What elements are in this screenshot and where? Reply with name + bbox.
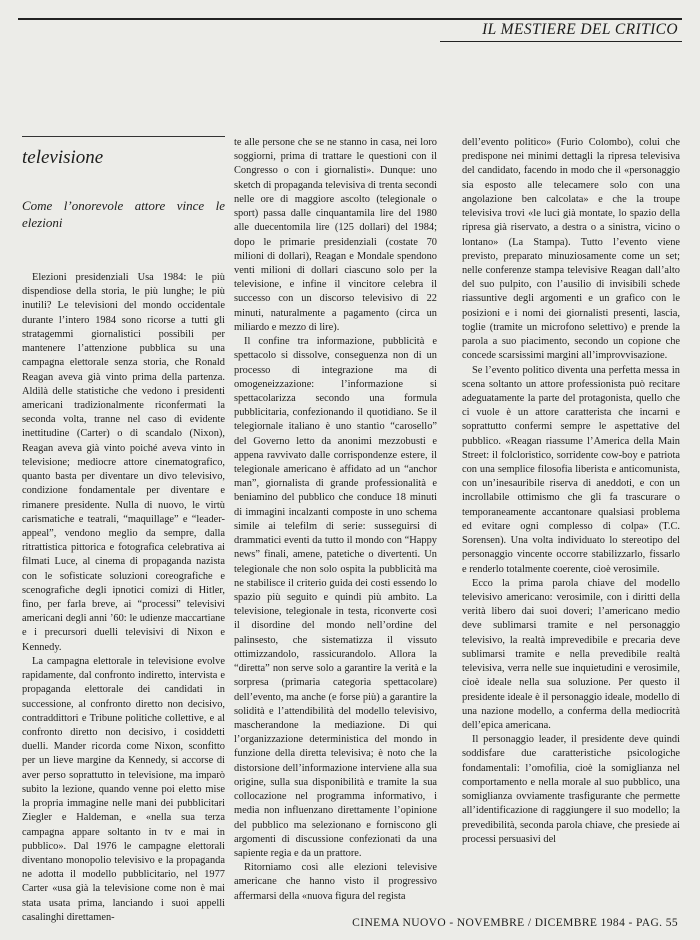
section-title: televisione bbox=[22, 147, 104, 168]
paragraph: Ritorniamo così alle elezioni televisive americane che hanno visto il progressivo affermarsi della «nuova figura del regista bbox=[234, 862, 437, 902]
paragraph: La campagna elettorale in televisione evolve rapidamente, dal confronto indiretto, intervista e propaganda elettorale dei candidati in successione, al confronto diretto non decisivo, contraddittori e Tribune politiche collettive, e al confronto diretto non decisivo, i cosiddetti duelli. Mander ricorda come Nixon, sconfitto per un lieve margine da Kennedy, si accorse di aver perso soprattutto in televisione, ma imparò subito la lezione, quando venne poi eletto mise la propria immagine nelle mani dei pubblicitari Ziegler e Haldeman, e «nella sua terza campagna appare soltanto in tv e mai in pubblico». Dal 1976 le campagne elettorali diventano monopolio televisivo e la propaganda ne adotta il modello pubblicitario, nel 1977 Carter «usa già la televisione come non è mai stata usata prima, lanciando i suoi appelli casalinghi direttamen- bbox=[22, 655, 225, 923]
header-underline bbox=[440, 41, 682, 42]
header-rule bbox=[18, 18, 682, 20]
column-2 bbox=[234, 136, 437, 904]
paragraph: Il confine tra informazione, pubblicità e spettacolo si dissolve, conseguenza non di un processo di integrazione ma di omogeneizzazione: l’informazione si spettacolarizza secondo una formula pubblicitaria, confezionando il quotidiano. Se il telegiornale italiano è uno stantìo “carosello” del Governo letto da anonimi mezzobusti e appena ravvivato dalle corrispondenze estere, il telegionale americano è affidato ad un “anchor man”, giornalista di grande professionalità e beniamino del pubblico che conduce 18 minuti di immagini incalzanti composte in uno schema simile ai telefilm di serie: susseguirsi di drammatici eventi da tutto il mondo con “Happy news” finali, amene, patetiche o divertenti. Un telegionale che non solo ospita la pubblicità ma ne stabilisce il criterio guida dei costi essendo lo spazio più seguito e quindi più ambito. La televisione, telegionale in testa, riconverte così il disordine del mondo nell’ordine del palinsesto, che sistematizza il vissuto ottimizzandolo, rassicurandolo. Allora la “diretta” non serve solo a garantire la verità e la sorpresa (primaria categoria spettacolare) dell’evento, ma anche (e forse più) a garantire la solidità e l’attendibilità del modello televisivo, mascherandone la mediazione. Di qui l’organizzazione deterministica del mondo in funzione della diretta televisiva; è noto che la distorsione dell’informazione interviene alla sua origine, sulla sua disponibilità e tramite la sua collocazione nel programma informativo, i media non influenzano direttamente l’opinione del pubblico ma selezionano e forniscono gli argomenti di discussione confezionati da una sapiente regia e da un prattore. bbox=[234, 336, 437, 859]
paragraph: dell’evento politico» (Furio Colombo), colui che predispone nei minimi dettagli la ripresa televisiva del candidato, facendo in modo che il «personaggio sia esposto alle telecamere solo con una angolazione ben calcolata» e che la troupe televisiva trovi «le luci già montate, lo spazio della ripresa già riservato, a destra o a sinistra, vicino o lontano» (La Stampa). Tutto l’evento viene previsto, preparato minuziosamente come un set; nelle conferenze stampa televisive Reagan dall’alto del suo pulpito, con l’ausilio di invisibili schede riassuntive degli argomenti e un grafico con le posizioni e i nomi dei giornalisti presenti, lascia, toglie (tramite un microfono selettivo) e prende la parola a suo piacimento, secondo un copione che concede scarsissimi margini all’improvvisazione. bbox=[462, 137, 680, 362]
paragraph: Elezioni presidenziali Usa 1984: le più dispendiose della storia, le più lunghe; le più inutili? Le televisioni del mondo occidentale durante l’intero 1984 sono ricorse a tutti gli stratagemmi giornalistici possibili per mantenere l’attenzione pubblica su una campagna elettorale senza storia, che Ronald Reagan aveva già vinto prima della partenza. Aldilà delle statistiche che vedono i presidenti americani tradizionalmente riconfermati la seconda volta, tranne nel caso di evidente inettitudine (Carter) o di scandalo (Nixon), Reagan aveva già vinto poiché aveva vinto in televisione; mediocre attore cinematografico, quanto basta per diventare un divo televisivo, condizione fondamentale per diventare e rimanere presidente. Nulla di nuovo, le virtù carismatiche e teatrali, “maquillage” e “leader-appeal”, vendono meglio da sempre, dalla ritrattistica pittorica e fotografica celebrativa ai filmati Luce, al cinema di propaganda nazista con le sofisticate soluzioni coreografiche e scenografiche degli ipnotici comizi di Hitler, fino, per farla breve, ai “processi” televisivi americani degli anni ’60: le udienze maccartiane e i precursori duelli televisivi di Nixon e Kennedy. bbox=[22, 272, 225, 653]
article-subtitle: Come l’onorevole attore vince le elezioni bbox=[22, 198, 225, 230]
column-1 bbox=[22, 136, 225, 925]
section-rule bbox=[22, 136, 225, 137]
paragraph: Il personaggio leader, il presidente deve quindi soddisfare due caratteristiche psicologiche fondamentali: l’omofilia, cioè la somiglianza nel comportamento e nella morale al suo pubblico, una somiglianza ovviamente trasfigurante che permette all’identificazione di raggiungere il suo modello; la prevedibilità, seconda parola chiave, che presiede ai processi persuasivi del bbox=[462, 734, 680, 845]
running-header: IL MESTIERE DEL CRITICO bbox=[482, 21, 678, 38]
paragraph: te alle persone che se ne stanno in casa, nei loro soggiorni, prima di trattare le questioni con il Congresso o con i giornalisti». Dunque: uno sketch di propaganda televisiva di trenta secondi nelle ore di maggiore ascolto (telegionale o sport) passa dalle cinquantamila lire del 1980 alle duecentomila lire (125 dollari) del 1984; dopo le primarie presidenziali (costate 70 milioni di dollari), Reagan e Mondale spendono venti milioni di dollari ciascuno solo per la televisione, e infine il vincitore celebra il successo con un discorso televisivo di 22 minuti, naturalmente a pagamento (circa un miliardo e mezzo di lire). bbox=[234, 137, 437, 333]
paragraph: Ecco la prima parola chiave del modello televisivo americano: verosimile, con i diritti della verità libero dai suoi doveri; l’americano medio deve sublimarsi tramite e nel personaggio televisivo, la realtà imprevedibile e precaria deve sublimarsi tramite e nella prevedibile realtà televisiva, verra nelle sue inquietudini e verosimile, cioè ideale nella sua soluzione. Per questo il presidente ideale è il personaggio ideale, modello di una nazione modello, a conferma della mediocrità dell’epica americana. bbox=[462, 577, 680, 731]
column-3 bbox=[462, 136, 680, 847]
paragraph: Se l’evento politico diventa una perfetta messa in scena soltanto un attore professionista può recitare adeguatamente la parte del protagonista, quello che ci vuole è un attore caratterista che incarni e soprattutto confermi sempre le aspettative del pubblico. «Reagan riassume l’America della Main Street: il folcloristico, sorridente cow-boy e patriota con una semplice filosofia liberista e anticomunista, con un’inesauribile riserva di aneddoti, e con un incrollabile ottimismo che gli fa trascurare o temporaneamente accantonare qualsiasi problema ed evitare ogni complesso di colpa» (T.C. Sorensen). Una volta individuato lo stereotipo del personaggio vincente occorre stabilizzarlo, fissarlo e renderlo totalmente coerente, cioè verosimile. bbox=[462, 364, 680, 575]
page-footer: CINEMA NUOVO - NOVEMBRE / DICEMBRE 1984 - PAG. 55 bbox=[352, 917, 678, 929]
